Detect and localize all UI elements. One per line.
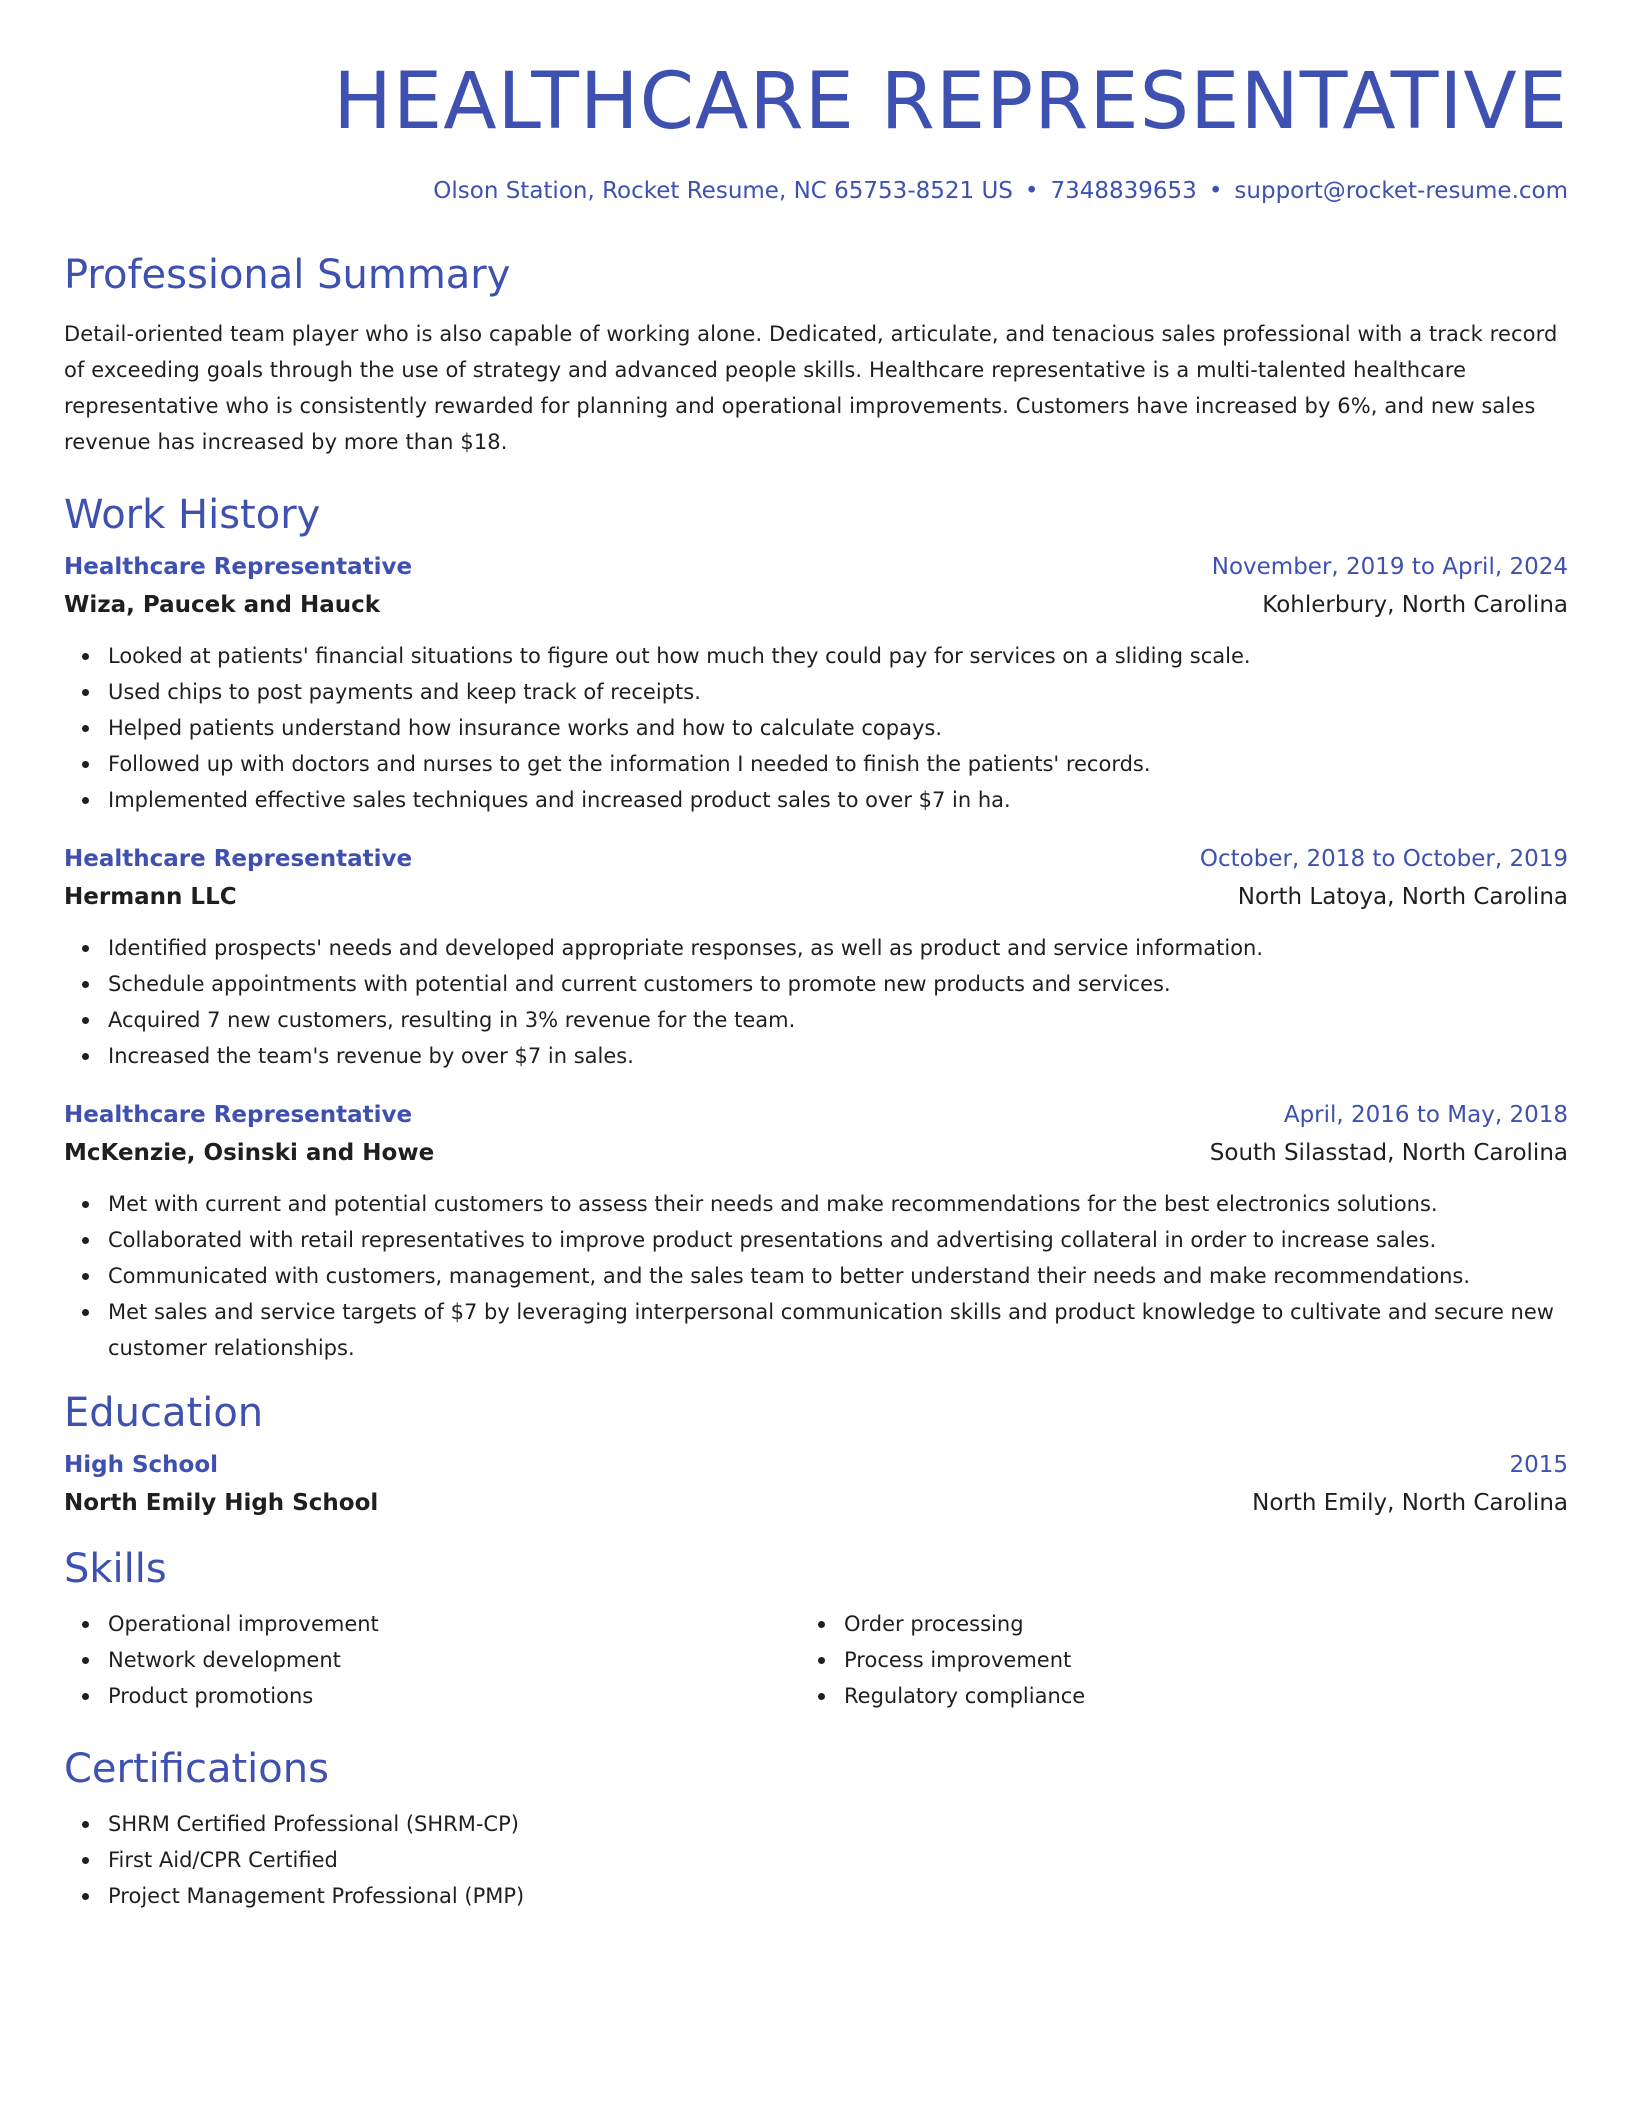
job-bullet: Communicated with customers, management, and the sales team to better understand their needs and make recommendations. bbox=[108, 1258, 1568, 1294]
contact-separator: • bbox=[1024, 178, 1039, 204]
job-bullets bbox=[64, 638, 1568, 818]
summary-heading: Professional Summary bbox=[64, 252, 511, 298]
job-location: South Silasstad, North Carolina bbox=[1209, 1140, 1568, 1166]
job-company: Hermann LLC bbox=[64, 884, 237, 910]
job-entry bbox=[64, 548, 1568, 818]
job-dates: November, 2019 to April, 2024 bbox=[1211, 554, 1568, 580]
contact-separator: • bbox=[1208, 178, 1223, 204]
education-heading: Education bbox=[64, 1390, 264, 1436]
job-location: Kohlerbury, North Carolina bbox=[1262, 592, 1568, 618]
skill-item: Network development bbox=[108, 1642, 800, 1678]
job-bullet: Implemented effective sales techniques and increased product sales to over $7 in ha. bbox=[108, 782, 1568, 818]
work-history-heading: Work History bbox=[64, 492, 321, 538]
job-entry bbox=[64, 840, 1568, 1074]
job-bullet: Met sales and service targets of $7 by leveraging interpersonal communication skills and product knowledge to cultivate and secure new customer relationships. bbox=[108, 1294, 1568, 1366]
job-bullet: Followed up with doctors and nurses to get the information I needed to finish the patients' records. bbox=[108, 746, 1568, 782]
education-entry bbox=[64, 1446, 1568, 1522]
job-bullets bbox=[64, 930, 1568, 1074]
skill-item: Product promotions bbox=[108, 1678, 800, 1714]
certification-item: Project Management Professional (PMP) bbox=[108, 1878, 1568, 1914]
job-bullet: Collaborated with retail representatives to improve product presentations and advertising collateral in order to increase sales. bbox=[108, 1222, 1568, 1258]
job-company: Wiza, Paucek and Hauck bbox=[64, 592, 381, 618]
education-year: 2015 bbox=[1509, 1452, 1568, 1478]
certifications-heading: Certifications bbox=[64, 1746, 329, 1792]
job-location: North Latoya, North Carolina bbox=[1237, 884, 1568, 910]
job-bullet: Increased the team's revenue by over $7 in sales. bbox=[108, 1038, 1568, 1074]
job-bullet: Met with current and potential customers to assess their needs and make recommendations for the best electronics solutions. bbox=[108, 1186, 1568, 1222]
contact-phone[interactable]: 7348839653 bbox=[1050, 178, 1197, 204]
job-title: Healthcare Representative bbox=[64, 1102, 413, 1128]
job-bullet: Schedule appointments with potential and current customers to promote new products and services. bbox=[108, 966, 1568, 1002]
summary-text: Detail-oriented team player who is also capable of working alone. Dedicated, articulate, and tenacious sales professional with a track record of exceeding goals through the use of strategy and advanced people skills. Healthcare representative is a multi-talented healthcare representative who is consistently rewarded for planning and operational improvements. Customers have increased by 6%, and new sales revenue has increased by more than $18. bbox=[64, 322, 1558, 454]
job-bullet: Identified prospects' needs and developed appropriate responses, as well as product and service information. bbox=[108, 930, 1568, 966]
contact-line bbox=[64, 176, 1568, 206]
education-location: North Emily, North Carolina bbox=[1252, 1490, 1568, 1516]
skills-heading: Skills bbox=[64, 1546, 167, 1592]
job-bullet: Acquired 7 new customers, resulting in 3% revenue for the team. bbox=[108, 1002, 1568, 1038]
education-degree: High School bbox=[64, 1452, 219, 1478]
job-dates: October, 2018 to October, 2019 bbox=[1199, 846, 1568, 872]
job-dates: April, 2016 to May, 2018 bbox=[1283, 1102, 1568, 1128]
certifications-list bbox=[64, 1806, 1568, 1914]
job-bullets bbox=[64, 1186, 1568, 1366]
job-bullet: Helped patients understand how insurance works and how to calculate copays. bbox=[108, 710, 1568, 746]
job-entry bbox=[64, 1096, 1568, 1366]
job-title: Healthcare Representative bbox=[64, 554, 413, 580]
contact-email[interactable]: support@rocket-resume.com bbox=[1234, 178, 1568, 204]
skills-list bbox=[64, 1606, 1568, 1714]
skills-column-left bbox=[64, 1606, 800, 1714]
job-bullet: Used chips to post payments and keep track of receipts. bbox=[108, 674, 1568, 710]
skill-item: Regulatory compliance bbox=[844, 1678, 1536, 1714]
skills-column-right bbox=[800, 1606, 1536, 1714]
skill-item: Process improvement bbox=[844, 1642, 1536, 1678]
contact-address: Olson Station, Rocket Resume, NC 65753-8521 US bbox=[433, 178, 1013, 204]
certification-item: First Aid/CPR Certified bbox=[108, 1842, 1568, 1878]
skill-item: Order processing bbox=[844, 1606, 1536, 1642]
education-school: North Emily High School bbox=[64, 1490, 379, 1516]
skill-item: Operational improvement bbox=[108, 1606, 800, 1642]
job-title: Healthcare Representative bbox=[64, 846, 413, 872]
job-bullet: Looked at patients' financial situations to figure out how much they could pay for services on a sliding scale. bbox=[108, 638, 1568, 674]
resume-name: HEALTHCARE REPRESENTATIVE bbox=[333, 57, 1568, 147]
job-company: McKenzie, Osinski and Howe bbox=[64, 1140, 435, 1166]
certification-item: SHRM Certified Professional (SHRM-CP) bbox=[108, 1806, 1568, 1842]
resume-header bbox=[64, 56, 1568, 206]
